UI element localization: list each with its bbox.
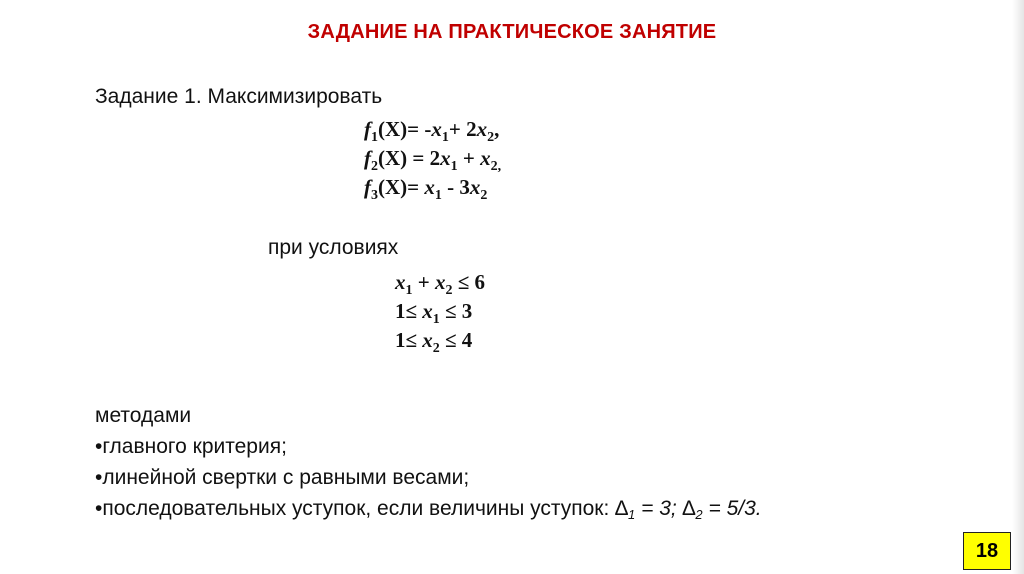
slide-title: ЗАДАНИЕ НА ПРАКТИЧЕСКОЕ ЗАНЯТИЕ: [307, 21, 717, 43]
slide-edge-shadow: [1012, 0, 1024, 574]
constraint-x1-bounds: $1\le x_1 \le 3$: [395, 299, 473, 327]
objective-f2: $f_2(X) = 2x_1 + x_{2,}$: [364, 146, 502, 174]
objective-f1: $f_1(X)= -x_1+ 2x_2$,: [364, 117, 500, 145]
method-successive-concessions: •последовательных уступок, если величины уступок: $\Delta_1 = 3$; $\Delta_2 = 5/3$.: [95, 497, 762, 522]
conditions-label: при условиях: [268, 236, 399, 259]
objective-functions: [364, 115, 501, 202]
objective-f3: $f_3(X)= x_1 - 3x_2$: [364, 175, 488, 203]
methods-list: [95, 400, 762, 524]
page-number-badge: 18: [963, 532, 1011, 570]
method-main-criterion: •главного критерия;: [95, 435, 287, 458]
constraint-sum: $x_1 + x_2 \le 6$: [395, 270, 485, 298]
delta-1: $\Delta_1 = 3$;: [615, 497, 683, 522]
methods-heading: методами: [95, 404, 192, 427]
method-linear-convolution: •линейной свертки с равными весами;: [95, 466, 470, 489]
constraints: [395, 268, 485, 355]
delta-2: $\Delta_2 = 5/3$.: [682, 497, 762, 522]
task-intro: Задание 1. Максимизировать: [95, 85, 383, 108]
constraint-x2-bounds: $1\le x_2 \le 4$: [395, 328, 473, 356]
